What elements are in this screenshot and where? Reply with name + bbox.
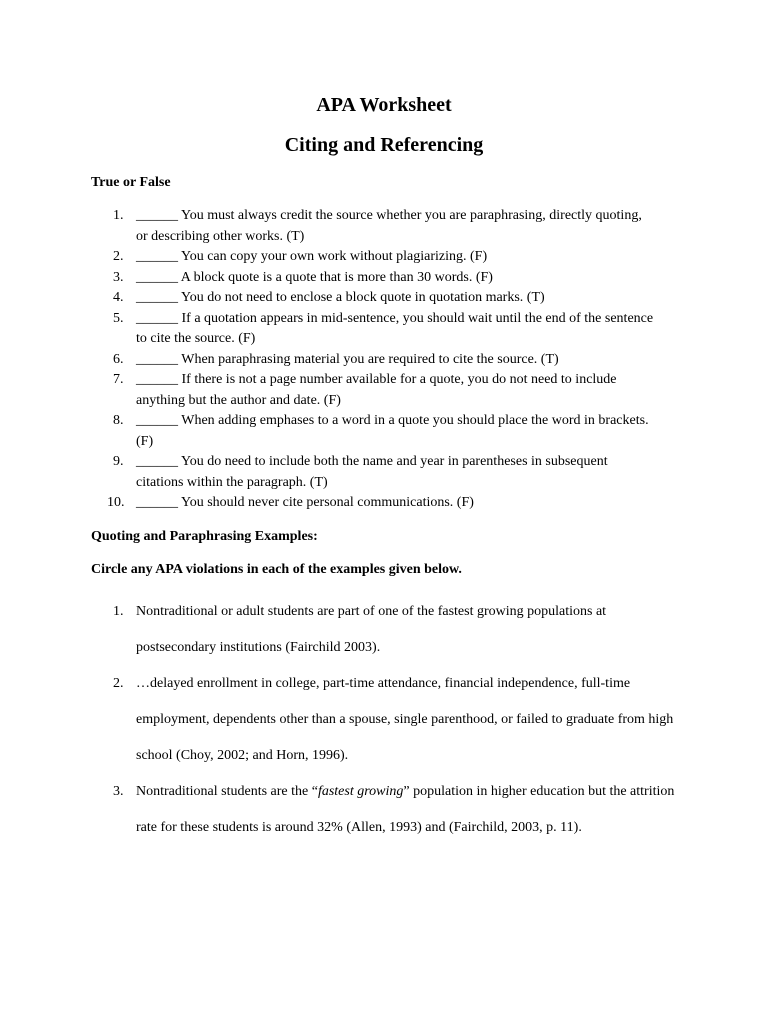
page-subtitle: Citing and Referencing xyxy=(284,134,484,156)
item-text: Nontraditional or adult students are part of one of the fastest growing populations at postsecondary institutions (Fairchild 2003). xyxy=(136,604,607,655)
item-number: 8. xyxy=(113,413,124,428)
list-item xyxy=(0,370,656,411)
page-title: APA Worksheet xyxy=(316,94,452,116)
item-number: 3. xyxy=(113,784,124,799)
list-item xyxy=(0,268,656,289)
item-number: 10. xyxy=(107,495,125,510)
item-text-emphasis: fastest growing xyxy=(317,784,404,799)
item-number: 7. xyxy=(113,372,124,387)
item-number: 5. xyxy=(113,310,124,326)
item-text: ______ If a quotation appears in mid-sentence, you should wait until the end of the sentence to cite the source. (F) xyxy=(136,310,654,346)
item-number: 1. xyxy=(113,604,124,619)
item-number: 3. xyxy=(113,269,124,285)
quoting-heading: Quoting and Paraphrasing Examples: xyxy=(91,529,318,544)
item-number: 4. xyxy=(113,290,124,305)
true-false-list xyxy=(0,206,768,514)
item-text: ______ You do need to include both the name and year in parentheses in subsequent citations within the paragraph. (T) xyxy=(136,454,608,490)
list-item xyxy=(0,247,656,268)
example-item xyxy=(0,774,676,846)
item-text: …delayed enrollment in college, part-time attendance, financial independence, full-time employment, dependents other than a spouse, single parenthood, or failed to graduate from high school (Choy, 2002; and Horn, 1996). xyxy=(136,676,674,763)
item-text-before: Nontraditional students are the “ xyxy=(136,784,318,799)
item-text: ______ When adding emphases to a word in a quote you should place the word in brackets. (F) xyxy=(136,413,649,449)
example-item xyxy=(0,594,676,666)
item-text: ______ If there is not a page number available for a quote, you do not need to include anything but the author and date. (F) xyxy=(136,372,617,408)
item-number: 9. xyxy=(113,454,124,469)
item-number: 2. xyxy=(113,676,124,691)
list-item xyxy=(0,411,656,452)
item-text: ______ When paraphrasing material you are required to cite the source. (T) xyxy=(136,351,559,367)
list-item xyxy=(0,493,656,514)
list-item xyxy=(0,309,656,350)
example-item xyxy=(0,666,676,774)
list-item xyxy=(0,350,656,371)
list-item xyxy=(0,452,656,493)
item-text: ______ You must always credit the source whether you are paraphrasing, directly quoting, or describing other works. (T) xyxy=(136,208,642,244)
list-item xyxy=(0,206,656,247)
quoting-examples-list xyxy=(0,594,768,846)
item-text-after: ” population in higher education but the attrition rate for these students is around 32% (Allen, 1993) and (Fairchild, 2003, p. 11). xyxy=(136,784,675,835)
item-text: ______ You can copy your own work without plagiarizing. (F) xyxy=(136,249,488,264)
true-false-heading: True or False xyxy=(91,175,171,190)
item-text: ______ A block quote is a quote that is more than 30 words. (F) xyxy=(136,269,493,285)
quoting-instruction: Circle any APA violations in each of the examples given below. xyxy=(91,562,462,577)
list-item xyxy=(0,288,656,309)
item-text: ______ You should never cite personal communications. (F) xyxy=(136,495,474,510)
item-number: 6. xyxy=(113,351,124,367)
item-text: ______ You do not need to enclose a block quote in quotation marks. (T) xyxy=(136,290,545,305)
item-number: 1. xyxy=(113,208,124,223)
item-number: 2. xyxy=(113,249,124,264)
